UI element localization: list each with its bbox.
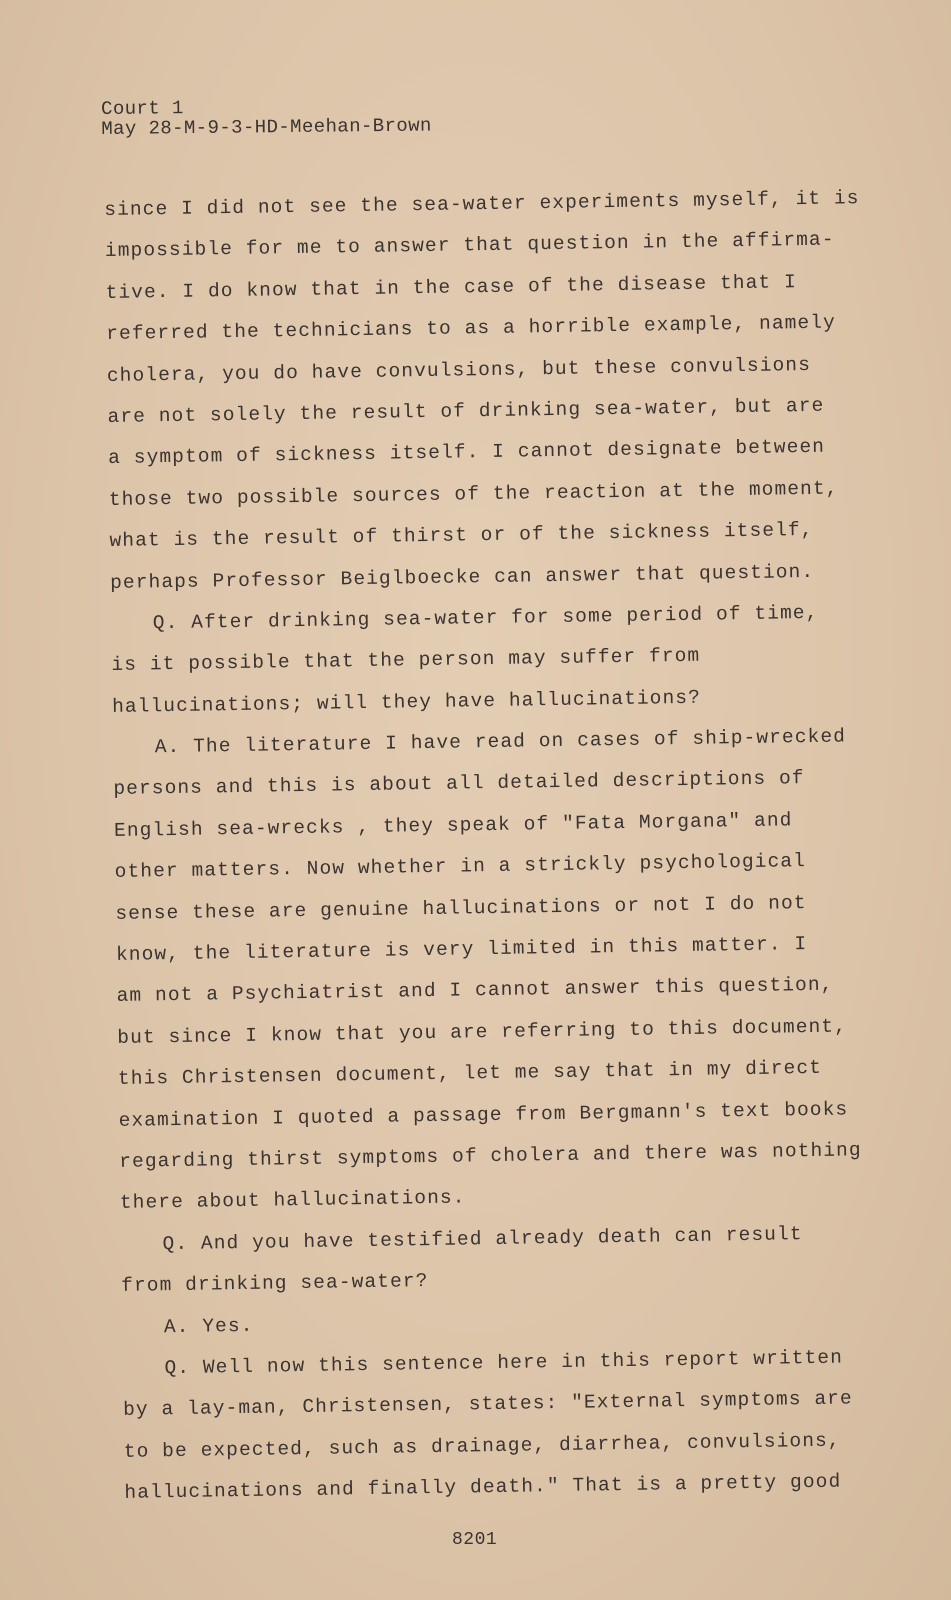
transcript-line: impossible for me to answer that question in the affirma- [104, 228, 835, 263]
transcript-line: from drinking sea-water? [121, 1270, 429, 1298]
question-line: Q. Well now this sentence here in this report written [164, 1346, 844, 1380]
transcript-line: know, the literature is very limited in this matter. I [115, 933, 808, 966]
transcript-line: regarding thirst symptoms of cholera and there was nothing [119, 1139, 862, 1173]
transcript-line: what is the result of thirst or of the sickness itself, [109, 519, 814, 553]
answer-line: A. The literature I have read on cases of ship-wrecked [154, 725, 847, 759]
transcript-line: tive. I do know that in the case of the disease that I [105, 270, 798, 304]
transcript-line: sense these are genuine hallucinations or not I do not [115, 891, 807, 925]
transcript-line: hallucinations; will they have hallucinations? [111, 686, 702, 718]
case-reference: May 28-M-9-3-HD-Meehan-Brown [101, 114, 432, 140]
transcript-line: English sea-wrecks , they speak of "Fata Morgana" and [113, 809, 793, 842]
transcript-line: there about hallucinations. [119, 1186, 466, 1215]
transcript-line: is it possible that the person may suffer from [111, 644, 701, 677]
court-label: Court 1 [100, 97, 184, 120]
transcript-line: hallucinations and finally death." That is a pretty good [124, 1470, 842, 1504]
transcript-line: cholera, you do have convulsions, but these convulsions [106, 353, 812, 387]
document-header [101, 96, 432, 139]
transcript-line: since I did not see the sea-water experiments myself, it is [104, 187, 860, 221]
transcript-line: examination I quoted a passage from Bergmann's text books [118, 1098, 849, 1132]
transcript-line: are not solely the result of drinking sea-water, but are [107, 394, 825, 428]
transcript-line: am not a Psychiatrist and I cannot answer this question, [116, 974, 834, 1008]
transcript-line: this Christensen document, let me say that in my direct [117, 1057, 823, 1091]
transcript-line: persons and this is about all detailed descriptions of [113, 767, 805, 801]
transcript-line: a symptom of sickness itself. I cannot designate between [108, 436, 826, 470]
transcript-line: by a lay-man, Christensen, states: "External symptoms are [122, 1387, 853, 1422]
answer-line: A. Yes. [163, 1314, 254, 1338]
transcript-line: referred the technicians to as a horrible example, namely [106, 311, 837, 346]
transcript-body [104, 179, 862, 1515]
transcript-line: but since I know that you are referring to this document, [117, 1015, 848, 1049]
question-line: Q. After drinking sea-water for some period of time, [152, 601, 819, 635]
transcript-line: other matters. Now whether in a strickly psychological [114, 850, 807, 884]
page-number: 8201 [452, 1530, 498, 1550]
transcript-line: perhaps Professor Beiglboecke can answer that question. [109, 560, 815, 594]
transcript-line: to be expected, such as drainage, diarrhea, convulsions, [123, 1429, 841, 1463]
transcript-line: those two possible sources of the reaction at the moment, [108, 477, 839, 511]
question-line: Q. And you have testified already death can result [162, 1222, 803, 1255]
